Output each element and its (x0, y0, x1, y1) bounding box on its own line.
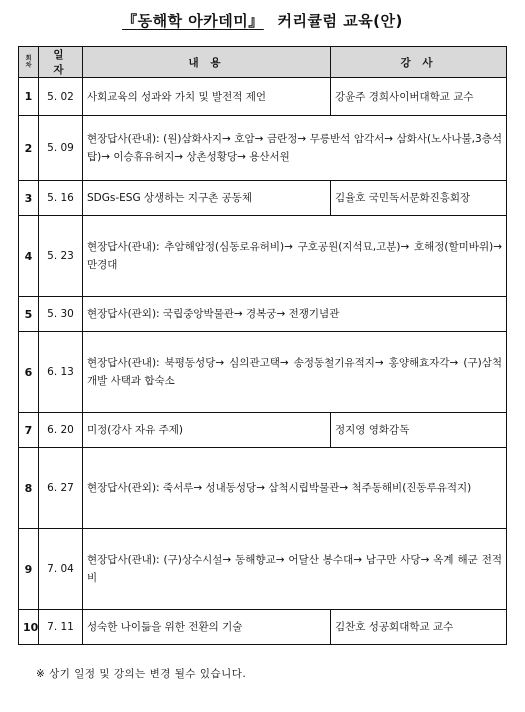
table-row (19, 529, 507, 610)
row-date: 5. 09 (39, 116, 83, 181)
row-content: 현장답사(관내): 북평동성당→ 심의관고택→ 송정동철기유적지→ 홍양해효자각→ (구)삼척개발 사택과 합숙소 (83, 332, 507, 413)
table-row (19, 297, 507, 332)
row-lecturer: 김찬호 성공회대학교 교수 (331, 610, 507, 645)
footnote: ※ 상기 일정 및 강의는 변경 될수 있습니다. (36, 668, 247, 680)
table-row (19, 216, 507, 297)
row-content: 현장답사(관외): 국립중앙박물관→ 경복궁→ 전쟁기념관 (83, 297, 507, 332)
header-content: 내 용 (83, 47, 331, 78)
row-number: 10 (19, 610, 39, 645)
row-content: 미정(강사 자유 주제) (83, 413, 331, 448)
table-row (19, 413, 507, 448)
row-number: 3 (19, 181, 39, 216)
row-number: 9 (19, 529, 39, 610)
row-date: 5. 30 (39, 297, 83, 332)
table-row (19, 332, 507, 413)
row-number: 1 (19, 78, 39, 116)
row-lecturer: 강윤주 경희사이버대학교 교수 (331, 78, 507, 116)
row-content: 현장답사(관내): 추암해암정(심동로유허비)→ 구호공원(지석묘,고분)→ 호해정(할미바위)→ 만경대 (83, 216, 507, 297)
table-row (19, 448, 507, 529)
title-underlined (122, 12, 264, 30)
row-number: 8 (19, 448, 39, 529)
row-date: 5. 23 (39, 216, 83, 297)
row-date: 6. 13 (39, 332, 83, 413)
row-lecturer: 김율호 국민독서문화진흥회장 (331, 181, 507, 216)
title-subtitle: 커리큘럼 교육(안) (277, 12, 403, 30)
title-bracket-close: 』 (248, 12, 264, 30)
table-row (19, 181, 507, 216)
row-date: 6. 27 (39, 448, 83, 529)
row-date: 7. 04 (39, 529, 83, 610)
row-content: 현장답사(관내): (원)삼화사지→ 호암→ 금란정→ 무릉반석 암각서→ 삼화사(노사나불,3층석탑)→ 이승휴유허지→ 상촌성황당→ 용산서원 (83, 116, 507, 181)
row-date: 5. 02 (39, 78, 83, 116)
title-bracket-open: 『 (122, 12, 138, 30)
row-content: 현장답사(관내): (구)상수시설→ 동해향교→ 어달산 봉수대→ 남구만 사당→ 옥계 해군 전적비 (83, 529, 507, 610)
row-number: 6 (19, 332, 39, 413)
header-date: 일 자 (39, 47, 83, 78)
row-number: 4 (19, 216, 39, 297)
row-date: 6. 20 (39, 413, 83, 448)
row-lecturer: 정지영 영화감독 (331, 413, 507, 448)
row-number: 7 (19, 413, 39, 448)
header-session: 회 차 (19, 47, 39, 78)
table-row (19, 610, 507, 645)
row-content: 성숙한 나이듦을 위한 전환의 기술 (83, 610, 331, 645)
header-lecturer: 강 사 (331, 47, 507, 78)
row-date: 7. 11 (39, 610, 83, 645)
row-content: SDGs-ESG 상생하는 지구촌 공동체 (83, 181, 331, 216)
curriculum-table (18, 46, 507, 645)
page-title (0, 10, 525, 31)
table-row (19, 78, 507, 116)
table-header-row (19, 47, 507, 78)
title-academy-name: 동해학 아카데미 (137, 12, 249, 30)
row-content: 사회교육의 성과와 가치 및 발전적 제언 (83, 78, 331, 116)
table-row (19, 116, 507, 181)
row-number: 5 (19, 297, 39, 332)
row-number: 2 (19, 116, 39, 181)
row-content: 현장답사(관외): 죽서루→ 성내동성당→ 삼척시립박물관→ 척주동해비(진동루유적지) (83, 448, 507, 529)
row-date: 5. 16 (39, 181, 83, 216)
